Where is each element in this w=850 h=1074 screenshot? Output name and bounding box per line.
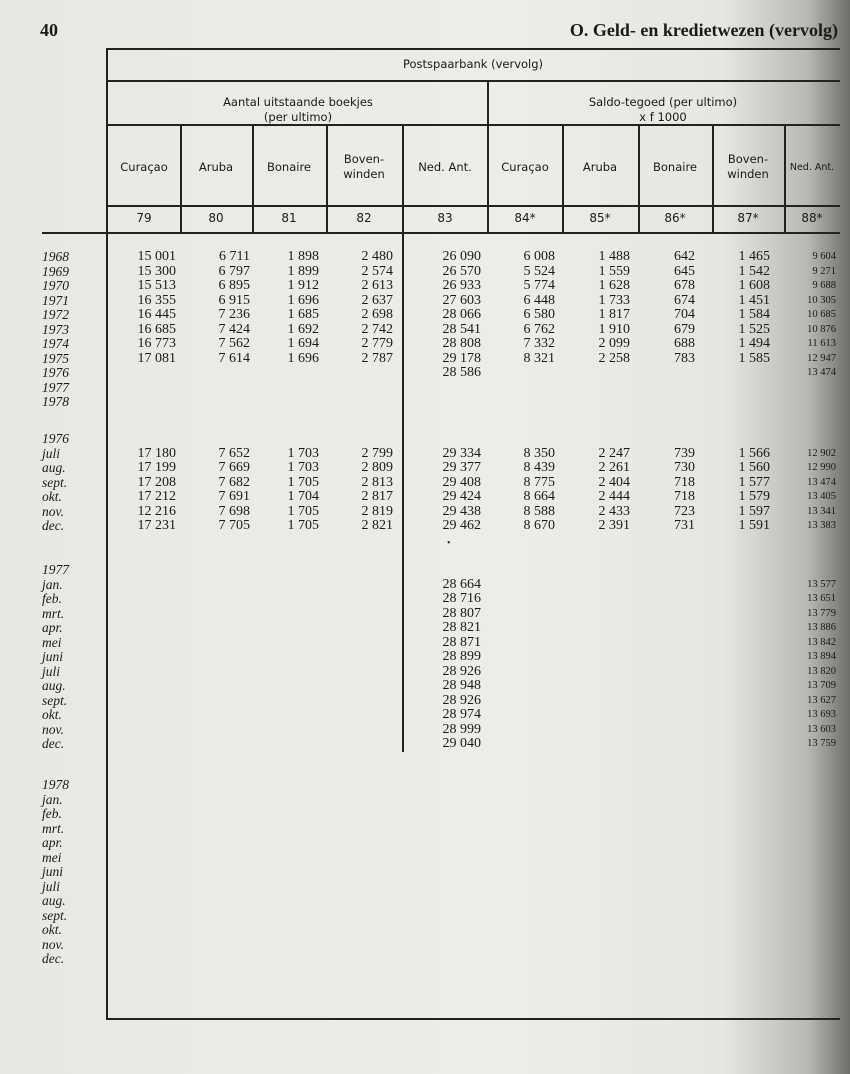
column-header-line: winden: [343, 167, 385, 181]
table-cell: 6 008: [523, 249, 555, 264]
column-number: 86*: [664, 211, 686, 225]
row-label: okt.: [42, 922, 62, 937]
column-number: 87*: [737, 211, 759, 225]
table-cell: 17 180: [137, 445, 176, 461]
table-cell: 13 709: [807, 680, 836, 691]
table-cell: 2 809: [361, 460, 393, 475]
table-cell: 718: [674, 489, 695, 504]
table-cell: 1 912: [287, 278, 319, 293]
table-cell: 1 577: [738, 474, 770, 490]
table-cell: 6 895: [218, 278, 250, 293]
table-cell: 8 664: [523, 489, 555, 504]
row-label: sept.: [42, 907, 68, 923]
column-number: 84*: [514, 211, 536, 225]
table-cell: 12 216: [137, 503, 176, 519]
table-cell: 2 099: [598, 336, 630, 351]
table-cell: 15 300: [137, 263, 176, 279]
section-a-title: [108, 95, 488, 125]
table-cell: 16 445: [137, 307, 176, 322]
row-label: 1969: [42, 263, 69, 279]
row-label: 1977: [42, 379, 69, 395]
table-cell: 9 271: [812, 265, 836, 277]
rule-section-split: [487, 80, 489, 232]
section-b-line2: x f 1000: [639, 110, 687, 124]
row-label: mrt.: [42, 605, 65, 621]
table-cell: 13 474: [807, 476, 836, 488]
table-cell: 7 236: [218, 307, 250, 322]
table-cell: 13 779: [807, 607, 836, 619]
table-cell: 2 258: [598, 350, 630, 366]
table-cell: 13 627: [807, 694, 836, 706]
table-cell: 2 404: [598, 474, 630, 490]
stray-dot: •: [447, 538, 451, 549]
table-cell: 7 562: [218, 336, 250, 351]
table-cell: 2 261: [598, 460, 630, 475]
running-head: O. Geld- en kredietwezen (vervolg): [569, 20, 838, 40]
table-cell: 28 664: [442, 576, 481, 592]
table-cell: 13 405: [807, 491, 836, 502]
rule-data-col83: [402, 232, 404, 752]
table-cell: 7 424: [218, 321, 250, 337]
table-cell: 1 705: [287, 518, 319, 533]
table-cell: 7 614: [218, 350, 250, 366]
row-label: mrt.: [42, 820, 65, 836]
column-header: [638, 160, 712, 175]
table-cell: 1 817: [598, 307, 630, 322]
table-cell: 17 208: [137, 474, 176, 490]
row-label: 1968: [42, 249, 69, 264]
table-cell: 28 999: [442, 721, 481, 737]
table-cell: 1 694: [287, 336, 319, 351]
table-cell: 28 899: [442, 649, 481, 664]
table-cell: 13 341: [807, 505, 836, 517]
table-cell: 1 597: [738, 503, 770, 519]
table-cell: 674: [674, 292, 695, 308]
table-cell: 642: [674, 249, 695, 264]
block-year-title: 1976: [42, 431, 69, 446]
table-cell: 1 696: [287, 350, 319, 366]
table-cell: 7 652: [218, 445, 250, 461]
table-cell: 9 688: [812, 280, 836, 291]
rule-colnums-bottom: [42, 232, 840, 234]
table-cell: 5 524: [523, 263, 555, 279]
group-title: Postspaarbank (vervolg): [402, 57, 544, 71]
row-label: 1976: [42, 365, 69, 380]
table-cell: 1 696: [287, 292, 319, 308]
column-number: 80: [208, 211, 224, 225]
table-cell: 13 577: [807, 578, 836, 590]
rule-stub: [106, 48, 108, 1020]
row-label: sept.: [42, 692, 68, 708]
table-cell: 28 066: [442, 307, 481, 322]
column-header-line: winden: [727, 167, 769, 181]
table-cell: 27 603: [442, 292, 481, 308]
table-cell: 28 808: [442, 336, 481, 351]
table-cell: 6 915: [218, 292, 250, 308]
row-label: 1970: [42, 278, 69, 293]
table-cell: 1 705: [287, 503, 319, 519]
table-cell: 1 704: [287, 489, 319, 504]
column-header: [562, 160, 638, 175]
table-cell: 13 886: [807, 622, 836, 633]
table-cell: 13 474: [807, 367, 836, 378]
column-header-line: Bonaire: [266, 160, 311, 174]
table-cell: 28 716: [442, 591, 481, 606]
table-cell: 2 391: [598, 518, 630, 533]
table-cell: 783: [674, 350, 695, 366]
table-cell: 7 332: [523, 336, 555, 351]
table-cell: 13 651: [807, 593, 836, 604]
row-label: aug.: [42, 460, 66, 475]
table-cell: 16 685: [137, 321, 176, 337]
table-cell: 28 821: [442, 620, 481, 635]
table-cell: 1 703: [287, 445, 319, 461]
table-cell: 17 081: [137, 350, 176, 366]
table-cell: 29 424: [442, 489, 481, 504]
row-label: aug.: [42, 678, 66, 693]
table-cell: 9 604: [812, 251, 836, 262]
table-cell: 6 797: [218, 263, 250, 279]
table-cell: 2 613: [361, 278, 393, 293]
table-cell: 7 691: [218, 489, 250, 504]
rule-group: [108, 80, 840, 82]
table-cell: 2 480: [361, 249, 393, 264]
row-label: okt.: [42, 489, 62, 504]
table-cell: 7 698: [218, 503, 250, 519]
column-header-line: Boven-: [727, 152, 769, 166]
table-cell: 2 433: [598, 503, 630, 519]
table-cell: 1 488: [598, 249, 630, 264]
table-cell: 26 090: [442, 249, 481, 264]
section-a-line1: Aantal uitstaande boekjes: [223, 95, 373, 109]
table-cell: 1 692: [287, 321, 319, 337]
table-cell: 13 759: [807, 738, 836, 749]
table-cell: 7 669: [218, 460, 250, 475]
rule-top: [108, 48, 840, 50]
table-cell: 2 779: [361, 336, 393, 351]
row-label: aug.: [42, 893, 66, 908]
table-cell: 17 231: [137, 518, 176, 533]
row-label: 1974: [42, 336, 69, 351]
table-cell: 2 742: [361, 321, 393, 337]
column-header-line: Aruba: [198, 160, 234, 174]
row-label: apr.: [42, 835, 63, 850]
table-cell: 28 948: [442, 678, 481, 693]
section-b-line1: Saldo-tegoed (per ultimo): [588, 95, 738, 109]
table-cell: 17 199: [137, 460, 176, 475]
table-cell: 6 711: [219, 249, 250, 264]
table-cell: 731: [674, 518, 695, 533]
column-header: [712, 152, 784, 182]
row-label: 1971: [42, 292, 69, 308]
table-cell: 8 670: [523, 518, 555, 533]
table-cell: 26 570: [442, 263, 481, 279]
table-cell: 1 910: [598, 321, 630, 337]
row-label: juni: [42, 864, 64, 879]
table-cell: 29 178: [442, 350, 481, 366]
table-cell: 2 821: [361, 518, 393, 533]
table-cell: 688: [674, 336, 695, 351]
table-cell: 1 585: [738, 350, 770, 366]
section-b-title: [488, 95, 838, 125]
row-label: dec.: [42, 518, 65, 533]
row-label: jan.: [42, 576, 63, 592]
rule-bottom: [108, 1018, 840, 1020]
column-number: 79: [136, 211, 152, 225]
table-cell: 1 579: [738, 489, 770, 504]
column-number: 85*: [589, 211, 611, 225]
table-cell: 1 525: [738, 321, 770, 337]
table-cell: 6 762: [523, 321, 555, 337]
row-label: 1975: [42, 350, 69, 366]
table-cell: 13 842: [807, 636, 836, 648]
column-header-line: Curaçao: [120, 160, 168, 174]
table-cell: 739: [674, 445, 695, 461]
rule-section: [108, 124, 840, 126]
row-label: nov.: [42, 721, 64, 737]
row-label: apr.: [42, 620, 63, 635]
table-cell: 2 787: [361, 350, 393, 366]
row-label: nov.: [42, 503, 64, 519]
row-label: juli: [42, 878, 61, 894]
table-cell: 28 541: [442, 321, 481, 337]
table-cell: 13 820: [807, 665, 836, 677]
row-label: dec.: [42, 951, 65, 966]
row-label: dec.: [42, 736, 65, 751]
table-cell: 1 451: [738, 292, 770, 308]
table-cell: 2 444: [598, 489, 630, 504]
column-header: [108, 160, 180, 175]
table-cell: 1 591: [738, 518, 770, 533]
row-label: 1978: [42, 394, 69, 409]
section-a-line2: (per ultimo): [263, 110, 333, 124]
table-cell: 1 559: [598, 263, 630, 279]
table-cell: 1 584: [738, 307, 770, 322]
column-number: 81: [281, 211, 297, 225]
table-cell: 13 383: [807, 520, 836, 531]
table-cell: 8 775: [523, 474, 555, 490]
table-cell: 2 247: [598, 445, 630, 461]
table-cell: 1 608: [738, 278, 770, 293]
table-cell: 1 566: [738, 445, 770, 461]
table-cell: 29 377: [442, 460, 481, 475]
table-cell: 12 990: [807, 462, 836, 473]
column-header-line: Curaçao: [501, 160, 549, 174]
table-cell: 17 212: [137, 489, 176, 504]
table-cell: 1 465: [738, 249, 770, 264]
row-label: sept.: [42, 474, 68, 490]
block-year-title: 1978: [42, 777, 69, 792]
row-label: juli: [42, 663, 61, 679]
table-cell: 28 926: [442, 663, 481, 679]
table-cell: 1 899: [287, 263, 319, 279]
table-cell: 10 305: [807, 294, 836, 306]
table-cell: 28 807: [442, 605, 481, 621]
table-cell: 2 698: [361, 307, 393, 322]
table-cell: 6 448: [523, 292, 555, 308]
row-label: 1972: [42, 307, 69, 322]
column-header-line: Ned. Ant.: [418, 160, 472, 174]
table-cell: 723: [674, 503, 695, 519]
table-cell: 2 819: [361, 503, 393, 519]
table-cell: 12 902: [807, 447, 836, 459]
column-header: [252, 160, 326, 175]
row-label: nov.: [42, 936, 64, 952]
table-cell: 1 494: [738, 336, 770, 351]
row-label: mei: [42, 634, 62, 650]
table-cell: 16 773: [137, 336, 176, 351]
table-cell: 1 898: [287, 249, 319, 264]
table-cell: 16 355: [137, 292, 176, 308]
row-label: 1973: [42, 321, 69, 337]
table-cell: 2 574: [361, 263, 393, 279]
column-header: [326, 152, 402, 182]
table-cell: 15 001: [137, 249, 176, 264]
column-number: 83: [437, 211, 453, 225]
column-header-line: Bonaire: [652, 160, 697, 174]
table-cell: 1 542: [738, 263, 770, 279]
table-cell: 10 685: [807, 309, 836, 320]
column-header: [488, 160, 562, 175]
page-number: 40: [40, 20, 58, 40]
column-header: [180, 160, 252, 175]
table-cell: 1 733: [598, 292, 630, 308]
table-cell: 28 586: [442, 365, 481, 380]
table-cell: 29 408: [442, 474, 481, 490]
table-cell: 13 603: [807, 723, 836, 735]
table-cell: 7 705: [218, 518, 250, 533]
table-cell: 15 513: [137, 278, 176, 293]
table-cell: 730: [674, 460, 695, 475]
table-cell: 8 588: [523, 503, 555, 519]
table-cell: 8 321: [523, 350, 555, 366]
table-cell: 7 682: [218, 474, 250, 490]
table-cell: 11 613: [807, 338, 836, 349]
row-label: mei: [42, 849, 62, 865]
table-cell: 645: [674, 263, 695, 279]
table-cell: 2 637: [361, 292, 393, 308]
column-number: 88*: [801, 211, 823, 225]
table-cell: 28 974: [442, 707, 481, 722]
table-cell: 1 560: [738, 460, 770, 475]
column-header-line: Boven-: [343, 152, 385, 166]
table-cell: 718: [674, 474, 695, 490]
table-cell: 8 350: [523, 445, 555, 461]
block-year-title: 1977: [42, 562, 69, 577]
table-cell: 5 774: [523, 278, 555, 293]
table-cell: 28 926: [442, 692, 481, 708]
column-header: [402, 160, 488, 175]
table-cell: 29 462: [442, 518, 481, 533]
table-cell: 29 438: [442, 503, 481, 519]
table-cell: 10 876: [807, 323, 836, 335]
table-cell: 6 580: [523, 307, 555, 322]
table-cell: 2 799: [361, 445, 393, 461]
table-cell: 1 703: [287, 460, 319, 475]
table-cell: 13 693: [807, 709, 836, 720]
table-cell: 679: [674, 321, 695, 337]
table-cell: 13 894: [807, 651, 836, 662]
row-label: juli: [42, 445, 61, 461]
table-cell: 29 334: [442, 445, 481, 461]
rule-colnums-top: [108, 205, 840, 207]
table-cell: 1 705: [287, 474, 319, 490]
table-cell: 8 439: [523, 460, 555, 475]
column-header-line: Aruba: [582, 160, 618, 174]
table-cell: 12 947: [807, 352, 836, 364]
table-cell: 2 813: [361, 474, 393, 490]
column-number: 82: [356, 211, 372, 225]
table-cell: 678: [674, 278, 695, 293]
table-cell: 26 933: [442, 278, 481, 293]
table-cell: 1 685: [287, 307, 319, 322]
table-cell: 28 871: [442, 634, 481, 650]
table-cell: 29 040: [442, 736, 481, 751]
row-label: jan.: [42, 791, 63, 807]
column-header: [784, 160, 840, 175]
row-label: feb.: [42, 806, 62, 821]
table-cell: 1 628: [598, 278, 630, 293]
row-label: feb.: [42, 591, 62, 606]
row-label: okt.: [42, 707, 62, 722]
table-cell: 704: [674, 307, 695, 322]
table-cell: 2 817: [361, 489, 393, 504]
column-header-line: Ned. Ant.: [789, 162, 835, 173]
row-label: juni: [42, 649, 64, 664]
